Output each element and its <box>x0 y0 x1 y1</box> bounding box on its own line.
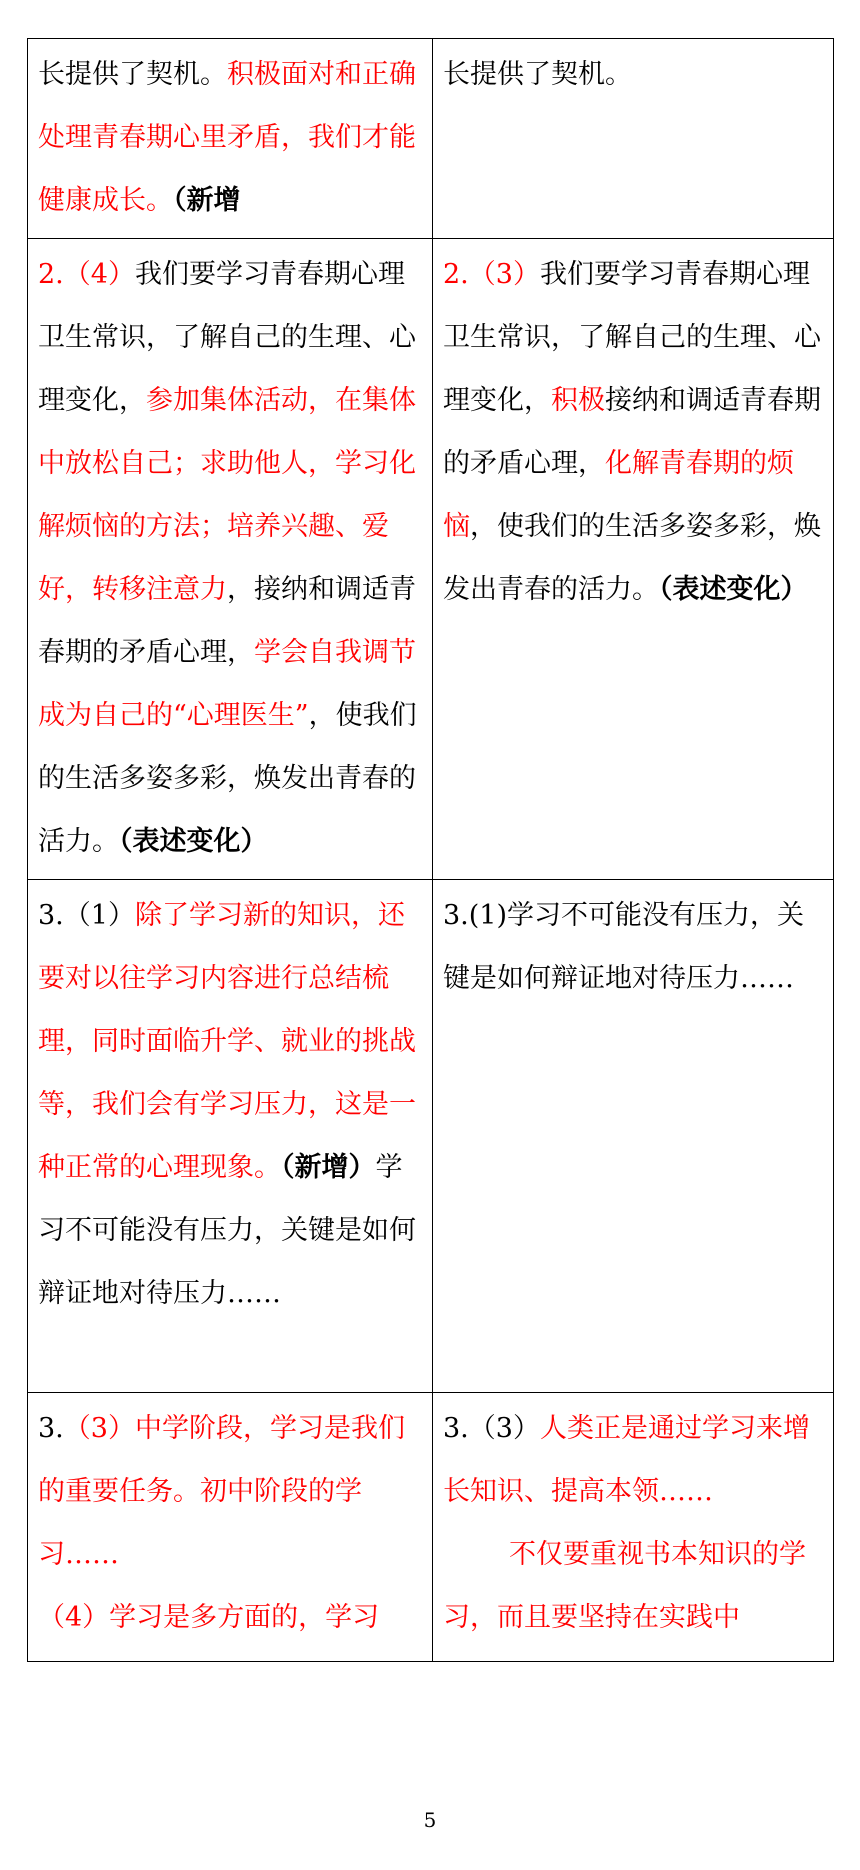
text-run: 不仅要重视书本知识的学习，而且要坚持在实践中 <box>443 1539 806 1633</box>
text-run: 积极 <box>551 385 605 416</box>
change-note: （新增） <box>281 1152 376 1183</box>
table-row <box>28 39 834 239</box>
table-row <box>28 880 834 1393</box>
text-run: 化解青春期的烦恼 <box>443 448 794 542</box>
text-run: 人类正是通过学习来增长知识、提高本领…… <box>443 1413 810 1507</box>
text-run: 长提供了契机。 <box>443 59 632 90</box>
text-run: 2.（3） <box>443 259 540 290</box>
text-run: ，使我们的生活多姿多彩，焕发出青春的活力。 <box>443 511 821 605</box>
text-run: 2.（4） <box>38 259 135 290</box>
change-note: （表述变化） <box>659 574 808 605</box>
comparison-table <box>27 38 834 1662</box>
text-run: 除了学习新的知识，还要对以往学习内容进行总结梳理，同时面临升学、就业的挑战等，我们会有学习压力，这是一种正常的心理现象。 <box>38 900 416 1183</box>
left-cell <box>28 239 433 880</box>
right-cell <box>433 1393 834 1662</box>
table-row <box>28 1393 834 1662</box>
text-run: 3.(1)学习不可能没有压力，关键是如何辩证地对待压力…… <box>443 900 805 994</box>
change-note: （新增 <box>173 185 241 216</box>
text-run: 接纳和调适青春期的矛盾心理， <box>443 385 821 479</box>
text-run: ，接纳和调适青春期的矛盾心理， <box>38 574 416 668</box>
text-run: 参加集体活动，在集体中放松自己；求助他人，学习化解烦恼的方法；培养兴趣、爱好，转移注意力 <box>38 385 416 605</box>
text-run: （3）中学阶段，学习是我们的重要任务。初中阶段的学习…… <box>38 1413 405 1570</box>
text-run: 我们要学习青春期心理卫生常识，了解自己的生理、心理变化， <box>38 259 416 416</box>
text-run: 我们要学习青春期心理卫生常识，了解自己的生理、心理变化， <box>443 259 821 416</box>
right-cell <box>433 39 834 239</box>
text-run: 3.（3） <box>443 1413 540 1444</box>
table-row <box>28 239 834 880</box>
text-run: 3.（1） <box>38 900 135 931</box>
text-run: 学习不可能没有压力，关键是如何辩证地对待压力…… <box>38 1152 416 1309</box>
page-number: 5 <box>423 1808 437 1832</box>
text-run: 学会自我调节成为自己的“心理医生” <box>38 637 416 731</box>
left-cell <box>28 39 433 239</box>
right-cell <box>433 239 834 880</box>
text-run: 积极面对和正确处理青春期心里矛盾，我们才能健康成长。 <box>38 59 416 216</box>
text-run: 长提供了契机。 <box>38 59 227 90</box>
text-run: （4）学习是多方面的，学习 <box>38 1602 380 1633</box>
text-run: 3. <box>38 1413 64 1444</box>
change-note: （表述变化） <box>119 826 268 857</box>
left-cell <box>28 880 433 1393</box>
left-cell <box>28 1393 433 1662</box>
text-run: ，使我们的生活多姿多彩，焕发出青春的活力。 <box>38 700 417 857</box>
right-cell <box>433 880 834 1393</box>
